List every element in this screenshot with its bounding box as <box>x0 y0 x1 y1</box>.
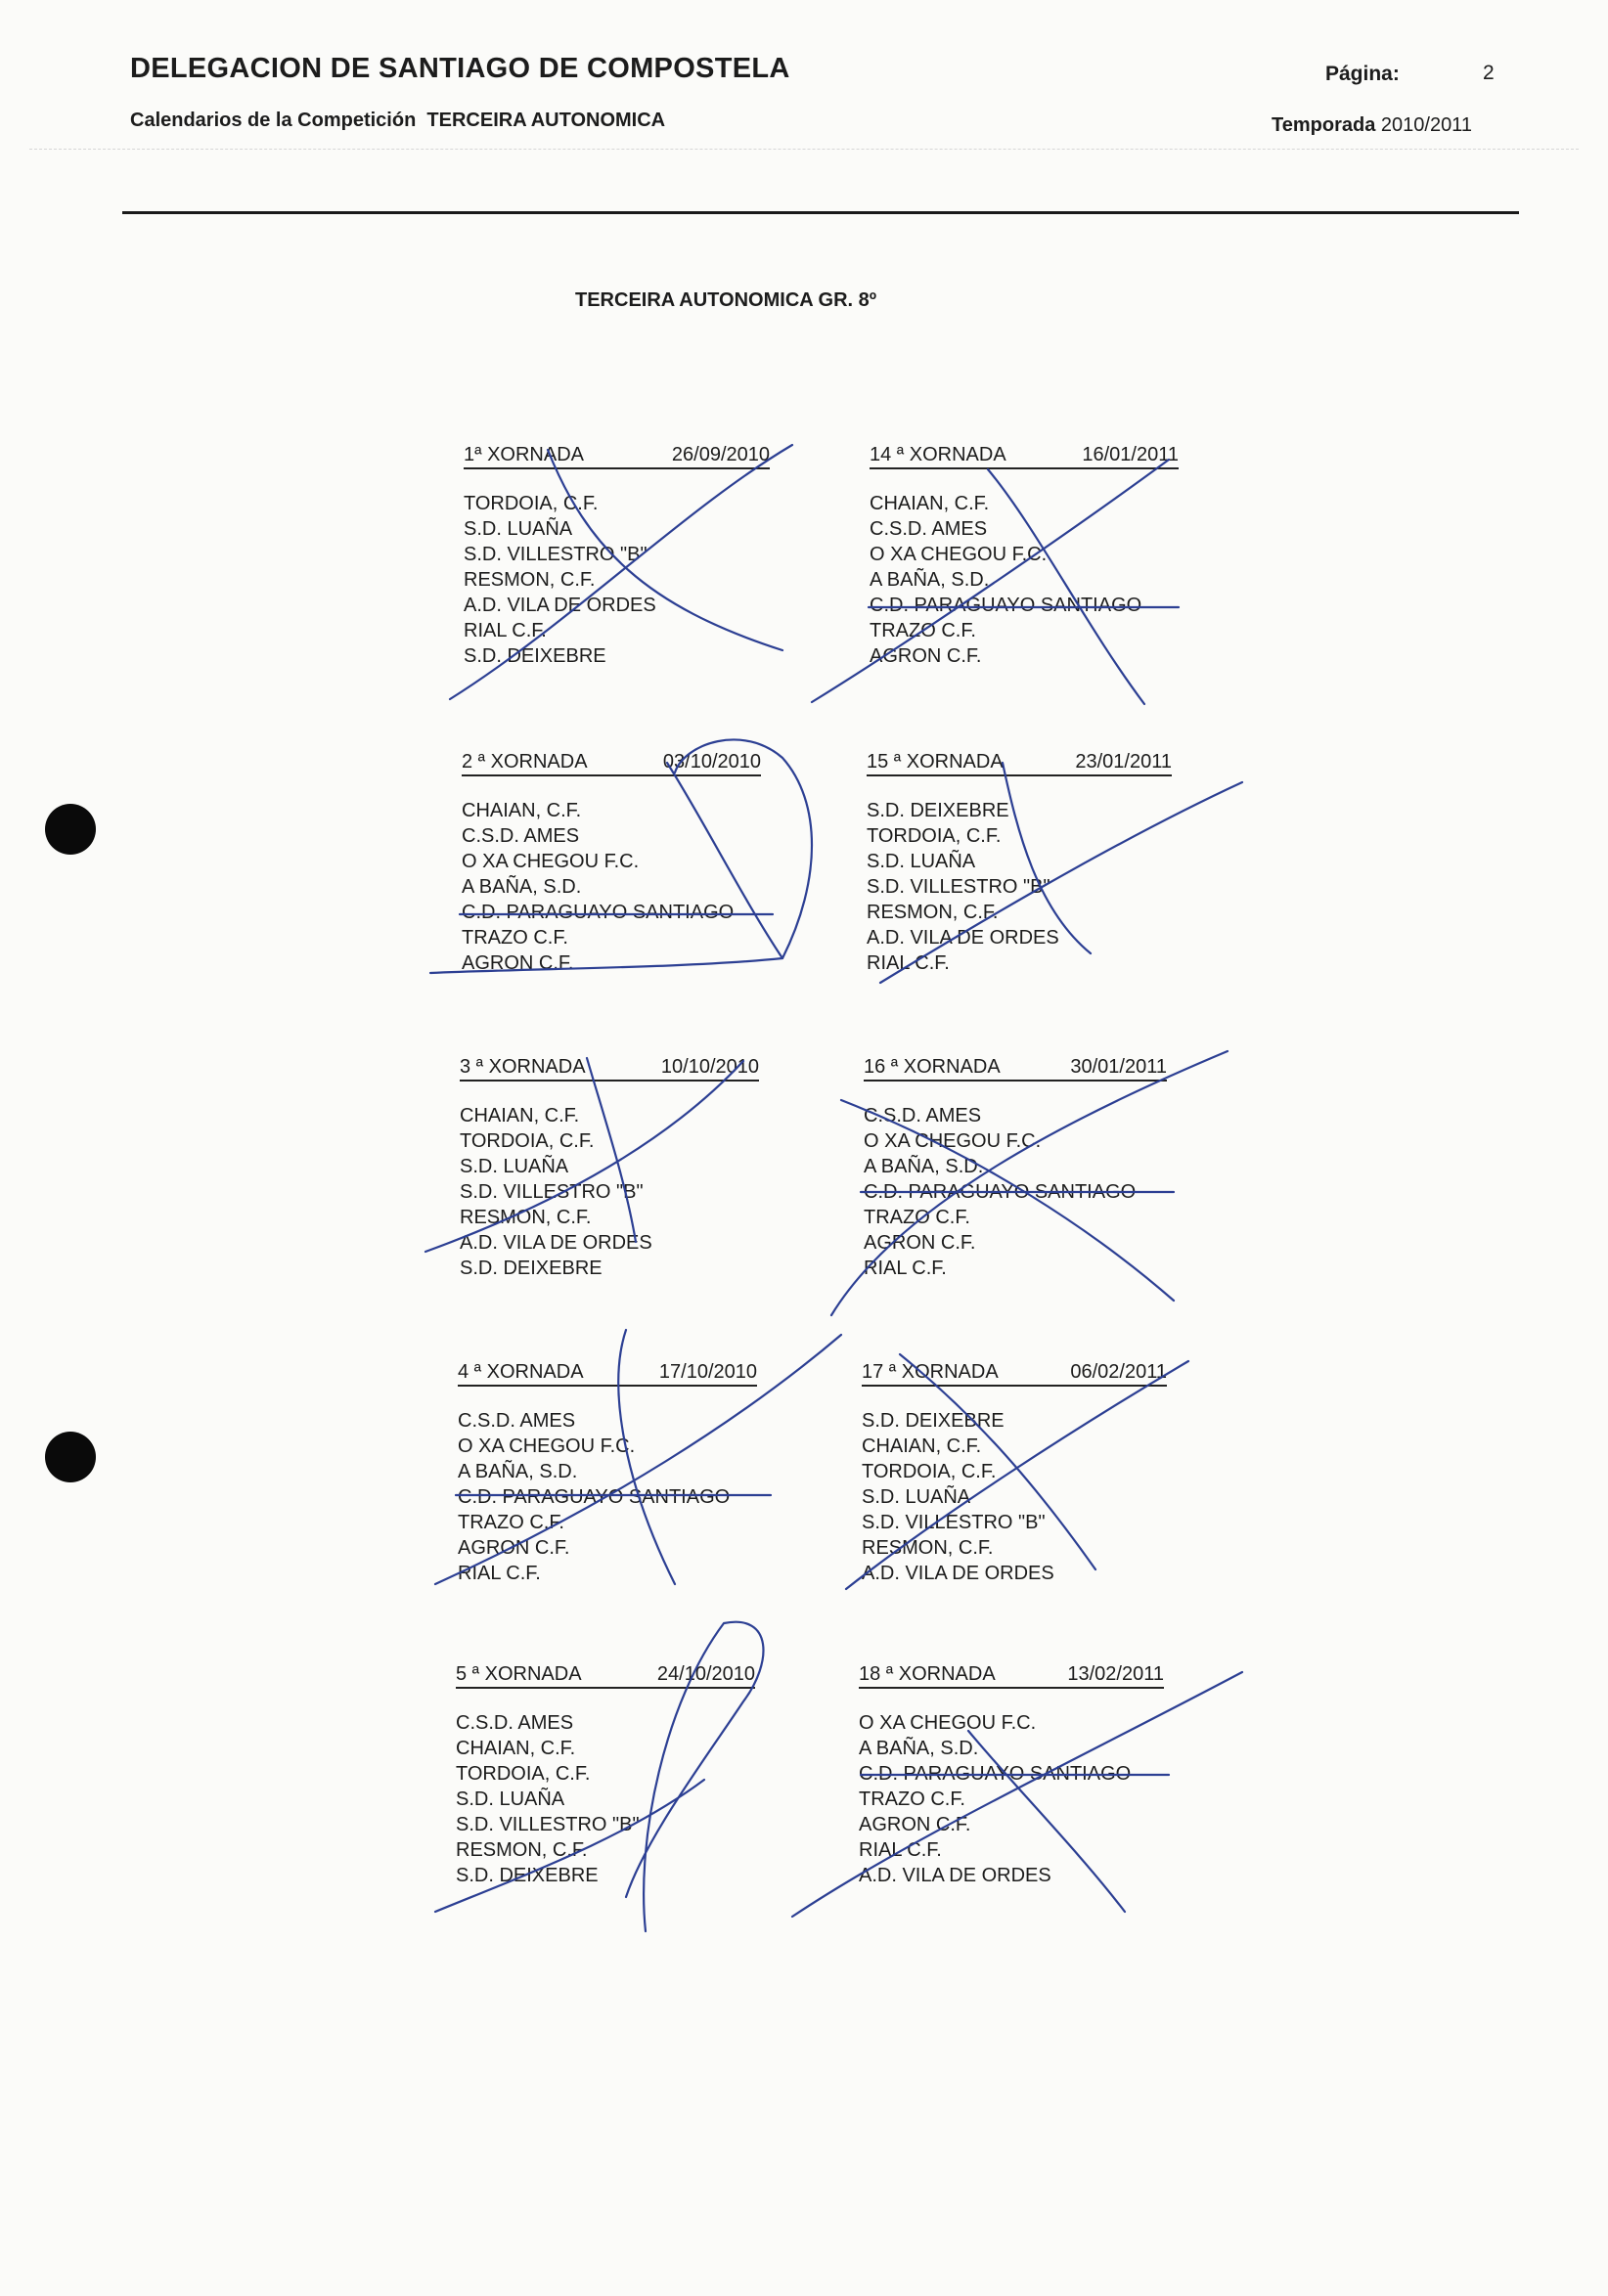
team-item: RESMON, C.F. <box>867 902 999 923</box>
main-rule <box>122 211 1519 214</box>
round-block <box>867 749 1172 976</box>
round-date: 03/10/2010 <box>662 751 761 773</box>
team-item: TORDOIA, C.F. <box>456 1763 591 1785</box>
round-name: 1ª XORNADA <box>464 444 584 465</box>
round-block <box>862 1359 1167 1586</box>
team-item: S.D. VILLESTRO "B" <box>862 1512 1046 1533</box>
round-name: 17 ª XORNADA <box>862 1361 999 1383</box>
round-block <box>464 442 770 669</box>
team-item: TRAZO C.F. <box>859 1788 965 1810</box>
round-date: 16/01/2011 <box>1082 444 1179 465</box>
group-title: TERCEIRA AUTONOMICA GR. 8º <box>575 289 877 311</box>
team-item: S.D. VILLESTRO "B" <box>456 1814 640 1835</box>
round-name: 16 ª XORNADA <box>864 1056 1001 1078</box>
team-item: C.D. PARAGUAYO SANTIAGO <box>458 1486 731 1508</box>
team-item: S.D. DEIXEBRE <box>867 800 1009 821</box>
organization-title: DELEGACION DE SANTIAGO DE COMPOSTELA <box>130 53 790 84</box>
round-date: 23/01/2011 <box>1075 751 1172 773</box>
round-date: 10/10/2010 <box>660 1056 759 1078</box>
round-name: 3 ª XORNADA <box>460 1056 586 1078</box>
team-item: A.D. VILA DE ORDES <box>859 1865 1051 1886</box>
team-item: C.D. PARAGUAYO SANTIAGO <box>870 595 1142 616</box>
team-item: C.D. PARAGUAYO SANTIAGO <box>462 902 735 923</box>
round-block <box>462 749 761 976</box>
team-item: RIAL C.F. <box>859 1839 942 1861</box>
team-item: A BAÑA, S.D. <box>462 876 582 898</box>
competition-subtitle <box>130 110 665 132</box>
round-date: 17/10/2010 <box>658 1361 757 1383</box>
round-block <box>864 1054 1167 1281</box>
team-item: TRAZO C.F. <box>870 620 976 641</box>
team-item: CHAIAN, C.F. <box>456 1738 576 1759</box>
round-name: 15 ª XORNADA <box>867 751 1004 773</box>
team-item: AGRON C.F. <box>458 1537 570 1559</box>
team-item: O XA CHEGOU F.C. <box>458 1435 636 1457</box>
page-number: 2 <box>1483 62 1495 84</box>
team-item: AGRON C.F. <box>859 1814 971 1835</box>
team-item: S.D. DEIXEBRE <box>460 1258 603 1279</box>
team-item: S.D. DEIXEBRE <box>862 1410 1005 1432</box>
team-item: O XA CHEGOU F.C. <box>859 1712 1037 1734</box>
team-item: C.S.D. AMES <box>870 518 988 540</box>
team-item: RIAL C.F. <box>864 1258 947 1279</box>
round-name: 2 ª XORNADA <box>462 751 588 773</box>
team-item: S.D. LUAÑA <box>464 518 573 540</box>
team-item: RIAL C.F. <box>464 620 547 641</box>
team-item: RESMON, C.F. <box>460 1207 592 1228</box>
team-item: C.S.D. AMES <box>456 1712 574 1734</box>
team-item: TORDOIA, C.F. <box>862 1461 997 1482</box>
team-item: A BAÑA, S.D. <box>859 1738 979 1759</box>
competition-name: TERCEIRA AUTONOMICA <box>426 110 666 131</box>
page-label: Página: <box>1325 63 1400 85</box>
team-item: A.D. VILA DE ORDES <box>862 1563 1054 1584</box>
round-date: 24/10/2010 <box>656 1663 755 1685</box>
team-item: CHAIAN, C.F. <box>870 493 990 514</box>
team-item: A.D. VILA DE ORDES <box>460 1232 652 1254</box>
team-item: AGRON C.F. <box>870 645 982 667</box>
team-item: TRAZO C.F. <box>864 1207 970 1228</box>
round-date: 13/02/2011 <box>1067 1663 1164 1685</box>
team-item: A BAÑA, S.D. <box>458 1461 578 1482</box>
round-block <box>859 1661 1164 1888</box>
team-item: A.D. VILA DE ORDES <box>464 595 656 616</box>
team-item: TRAZO C.F. <box>458 1512 564 1533</box>
round-block <box>458 1359 757 1586</box>
team-item: AGRON C.F. <box>462 952 574 974</box>
round-name: 4 ª XORNADA <box>458 1361 584 1383</box>
team-item: S.D. VILLESTRO "B" <box>867 876 1050 898</box>
round-date: 30/01/2011 <box>1070 1056 1167 1078</box>
team-item: TRAZO C.F. <box>462 927 568 949</box>
team-item: S.D. VILLESTRO "B" <box>464 544 648 565</box>
team-item: S.D. DEIXEBRE <box>456 1865 599 1886</box>
team-item: CHAIAN, C.F. <box>460 1105 580 1126</box>
team-item: C.S.D. AMES <box>462 825 580 847</box>
round-block <box>456 1661 755 1888</box>
team-item: RIAL C.F. <box>867 952 950 974</box>
team-item: S.D. DEIXEBRE <box>464 645 606 667</box>
punch-hole <box>45 1432 96 1482</box>
team-item: O XA CHEGOU F.C. <box>864 1130 1042 1152</box>
round-block <box>870 442 1179 669</box>
team-item: AGRON C.F. <box>864 1232 976 1254</box>
team-item: A.D. VILA DE ORDES <box>867 927 1059 949</box>
team-item: RESMON, C.F. <box>464 569 596 591</box>
team-item: O XA CHEGOU F.C. <box>870 544 1048 565</box>
team-item: CHAIAN, C.F. <box>862 1435 982 1457</box>
punch-hole <box>45 804 96 855</box>
team-item: S.D. VILLESTRO "B" <box>460 1181 644 1203</box>
team-item: C.S.D. AMES <box>458 1410 576 1432</box>
team-item: RESMON, C.F. <box>456 1839 588 1861</box>
season-label: Temporada <box>1272 114 1376 136</box>
team-item: TORDOIA, C.F. <box>464 493 599 514</box>
round-name: 14 ª XORNADA <box>870 444 1006 465</box>
season-value: 2010/2011 <box>1380 114 1472 136</box>
team-item: S.D. LUAÑA <box>456 1788 565 1810</box>
team-item: TORDOIA, C.F. <box>460 1130 595 1152</box>
header-divider <box>29 149 1579 150</box>
team-item: A BAÑA, S.D. <box>864 1156 984 1177</box>
team-item: C.D. PARAGUAYO SANTIAGO <box>859 1763 1132 1785</box>
team-item: C.D. PARAGUAYO SANTIAGO <box>864 1181 1137 1203</box>
team-item: TORDOIA, C.F. <box>867 825 1002 847</box>
team-item: C.S.D. AMES <box>864 1105 982 1126</box>
team-item: A BAÑA, S.D. <box>870 569 990 591</box>
round-block <box>460 1054 759 1281</box>
team-item: RESMON, C.F. <box>862 1537 994 1559</box>
team-item: O XA CHEGOU F.C. <box>462 851 640 872</box>
round-date: 06/02/2011 <box>1070 1361 1167 1383</box>
team-item: S.D. LUAÑA <box>862 1486 971 1508</box>
round-name: 5 ª XORNADA <box>456 1663 582 1685</box>
round-name: 18 ª XORNADA <box>859 1663 996 1685</box>
subtitle-label: Calendarios de la Competición <box>130 110 417 131</box>
season <box>1272 114 1472 137</box>
team-item: CHAIAN, C.F. <box>462 800 582 821</box>
team-item: RIAL C.F. <box>458 1563 541 1584</box>
team-item: S.D. LUAÑA <box>460 1156 569 1177</box>
round-date: 26/09/2010 <box>671 444 770 465</box>
team-item: S.D. LUAÑA <box>867 851 976 872</box>
